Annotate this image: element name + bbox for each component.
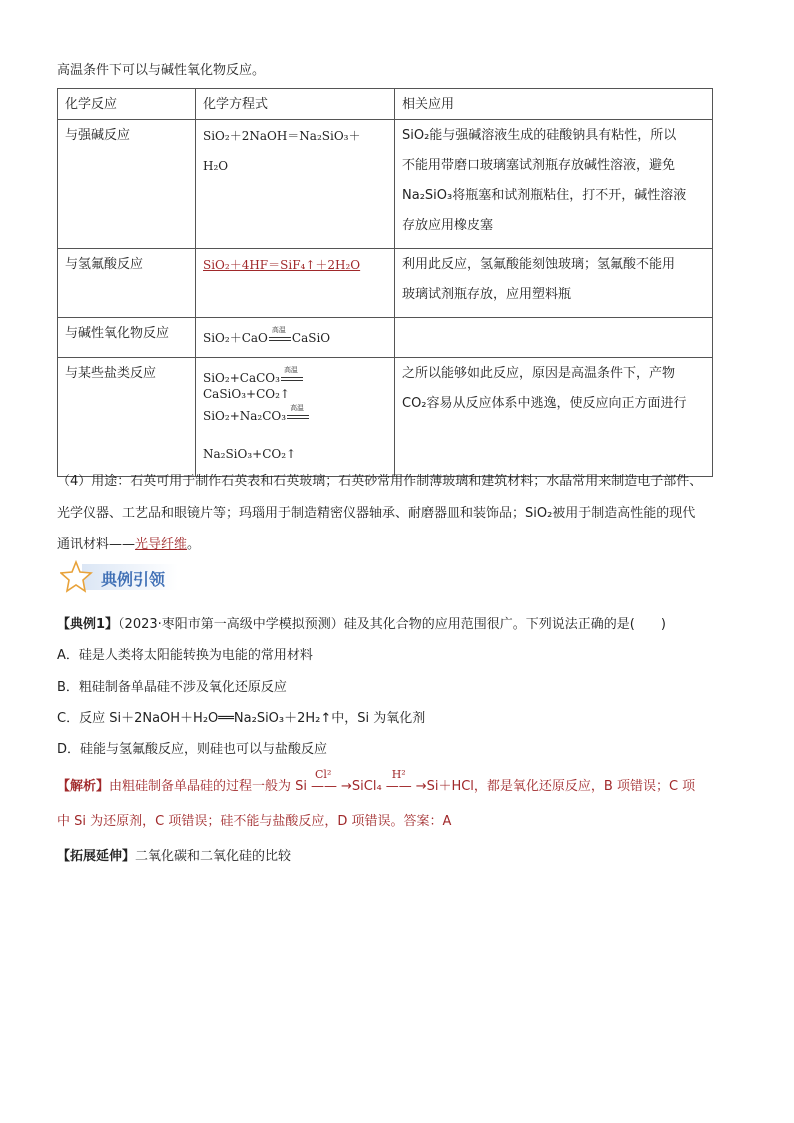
equation-right: Na₂SiO₃+CO₂↑ [203,447,297,461]
table-row [58,120,713,249]
intro-text: 高温条件下可以与碱性氧化物反应。 [57,63,266,78]
arrow-label: Cl² [315,768,332,781]
equation-right: CaSiO₃+CO₂↑ [203,387,290,401]
extension-label: 【拓展延伸】 [57,849,136,864]
uses-answer: 光导纤维 [135,537,188,552]
application-line: 利用此反应，氢氟酸能刻蚀玻璃；氢氟酸不能用 [402,257,676,272]
uses-prefix: 通讯材料—— [57,537,136,552]
table-row [58,249,713,318]
section-title-banner [60,560,180,594]
reaction-arrow: Cl² —— [311,768,338,794]
reaction-table [57,88,713,477]
extension-text: 二氧化碳和二氧化硅的比较 [135,849,292,864]
heat-mark: 高温 [271,326,286,334]
section-title: 典例引领 [101,570,166,589]
arrow-label: H² [391,768,406,781]
application-line: Na₂SiO₃将瓶塞和试剂瓶粘住，打不开，碱性溶液 [402,188,687,203]
analysis-text: →SiCl₄ [341,779,382,794]
analysis-text: →Si＋HCl，都是氧化还原反应，B 项错误；C 项 [415,779,696,794]
extension-line [57,849,291,865]
uses-suffix: 。 [187,537,201,552]
heat-mark: 高温 [283,366,298,374]
analysis-label: 【解析】 [57,779,110,794]
example-stem [57,617,666,633]
analysis-line-2: 中 Si 为还原剂，C 项错误；硅不能与盐酸反应，D 项错误。答案：A [57,814,452,829]
application-line: 玻璃试剂瓶存放，应用塑料瓶 [402,287,572,302]
option-a: A．硅是人类将太阳能转换为电能的常用材料 [57,648,313,663]
option-c: C．反应 Si＋2NaOH＋H₂O══Na₂SiO₃＋2H₂↑中，Si 为氧化剂 [57,711,426,726]
reaction-name: 与强碱反应 [65,128,131,143]
header-equation: 化学方程式 [203,97,269,112]
equation-right: CaSiO [291,331,331,345]
uses-line-3 [57,537,200,553]
example-label: 【典例1】 [57,617,119,632]
option-b: B．粗硅制备单晶硅不涉及氧化还原反应 [57,680,287,695]
example-question: （2023·枣阳市第一高级中学模拟预测）硅及其化合物的应用范围很广。下列说法正确的是( ) [118,617,666,632]
analysis-text: 由粗硅制备单晶硅的过程一般为 Si [109,779,308,794]
heat-condition [286,404,310,424]
table-header-row [58,89,713,120]
equation-answer: SiO₂＋4HF＝SiF₄↑＋2H₂O [203,258,361,272]
heat-mark: 高温 [290,404,305,412]
equation-left: SiO₂+Na₂CO₃ [203,409,287,423]
table-row [58,318,713,358]
application-line: 之所以能够如此反应，原因是高温条件下，产物 [402,366,676,381]
reaction-name: 与碱性氧化物反应 [65,326,170,341]
reaction-arrow: H² —— [385,768,412,794]
heat-condition [280,366,304,386]
heat-condition [268,326,292,346]
application-line: 不能用带磨口玻璃塞试剂瓶存放碱性溶液，避免 [402,158,676,173]
table-row [58,358,713,477]
equation-line: SiO₂＋2NaOH＝Na₂SiO₃＋ [203,129,361,143]
header-application: 相关应用 [402,97,455,112]
equation-left: SiO₂+CaCO₃ [203,371,280,385]
application-line: 存放应用橡皮塞 [402,218,494,233]
uses-line-2: 光学仪器、工艺品和眼镜片等；玛瑙用于制造精密仪器轴承、耐磨器皿和装饰品；SiO₂被用于制造高性能的现代 [57,506,696,521]
reaction-name: 与氢氟酸反应 [65,257,144,272]
uses-line-1: （4）用途：石英可用于制作石英表和石英玻璃；石英砂常用作制薄玻璃和建筑材料；水晶常用来制造电子部件、 [57,474,703,489]
analysis-line-1 [57,768,696,795]
application-line: CO₂容易从反应体系中逃逸，使反应向正方面进行 [402,396,687,411]
option-d: D．硅能与氢氟酸反应，则硅也可以与盐酸反应 [57,742,328,757]
header-reaction: 化学反应 [65,97,118,112]
application-line: SiO₂能与强碱溶液生成的硅酸钠具有粘性，所以 [402,128,677,143]
reaction-name: 与某些盐类反应 [65,366,157,381]
equation-left: SiO₂＋CaO [203,331,268,345]
equation-line: H₂O [203,159,229,173]
